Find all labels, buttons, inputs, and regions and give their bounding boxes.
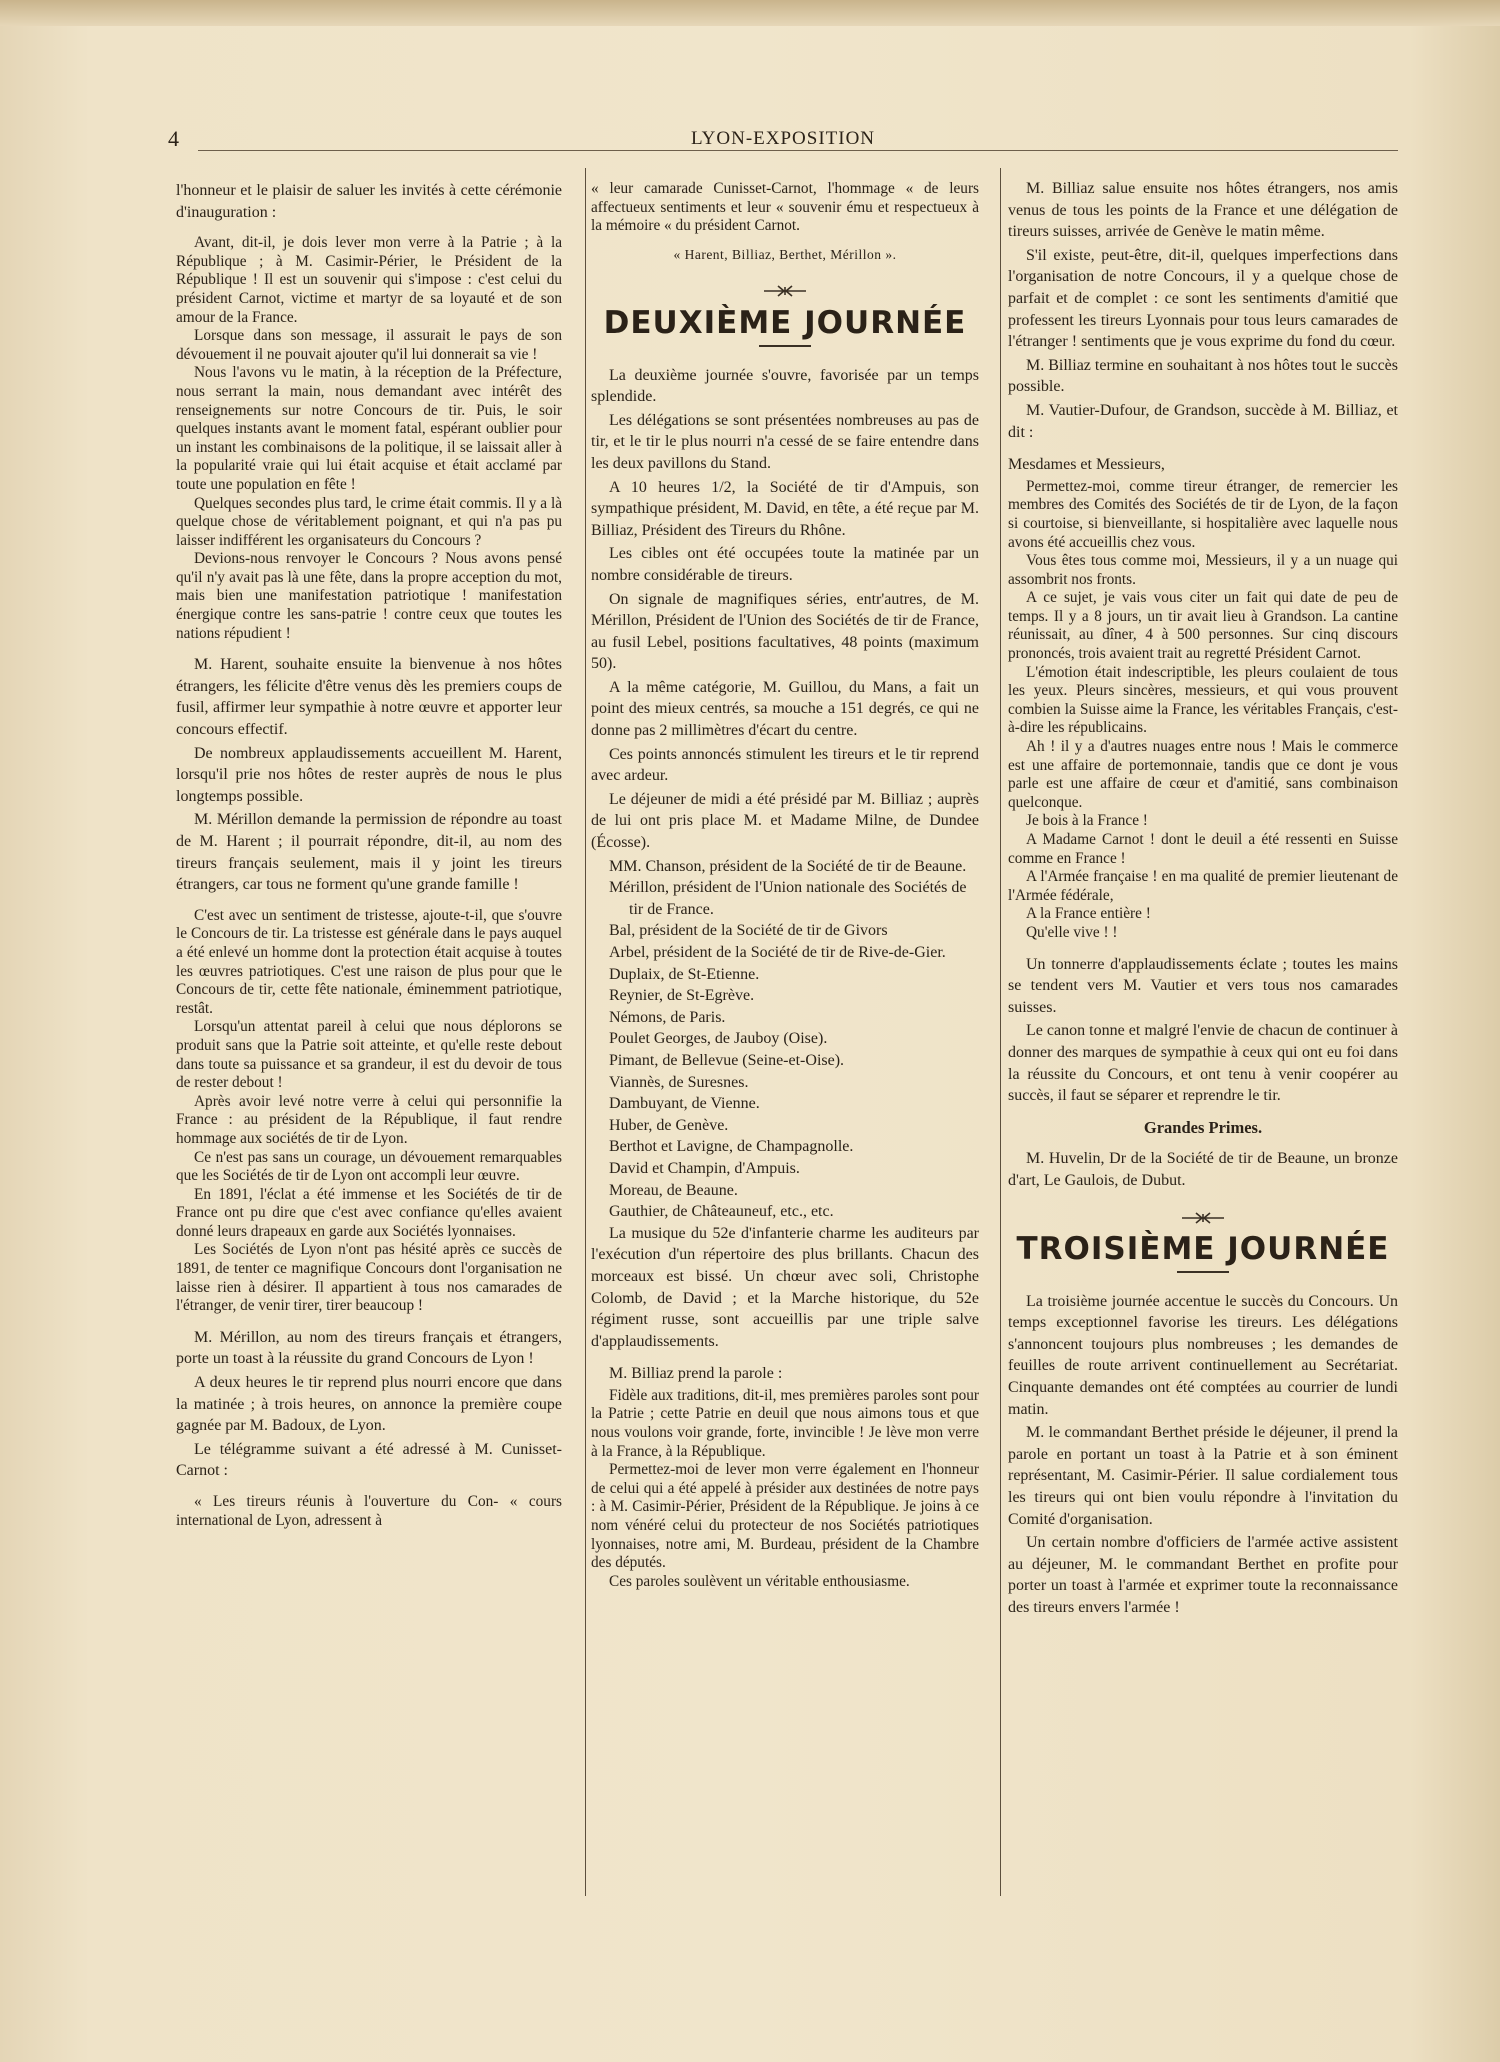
running-header: [168, 126, 1398, 152]
paragraph: Un tonnerre d'applaudissements éclate ; toutes les mains se tendent vers M. Vautier et vers tous nos camarades suisses.: [1008, 955, 1398, 1016]
list-item: Duplaix, de St-Etienne.: [609, 965, 760, 983]
speech-paragraph: Permettez-moi, comme tireur étranger, de remercier les membres des Comités des Sociétés de tir de Lyon, de la façon si courtoise, si bienveillante, si hospitalière avec laquelle nous avons été accueillis chez vous.: [1008, 477, 1398, 551]
fleuron-icon: [1180, 1211, 1226, 1225]
guest-list: [609, 856, 979, 1223]
list-item: Pimant, de Bellevue (Seine-et-Oise).: [609, 1051, 845, 1069]
paragraph: A la même catégorie, M. Guillou, du Mans, a fait un point des mieux centrés, sa mouche a 151 degrés, ce qui ne donne pas 2 millimètres d'écart du centre.: [591, 678, 979, 740]
column-divider-1: [585, 168, 586, 1896]
telegram-text: « leur camarade Cunisset-Carnot, l'hommage « de leurs affectueux sentiments et leur « souvenir ému et respectueux à la mémoire « du président Carnot.: [591, 180, 979, 235]
paragraph: Devions-nous renvoyer le Concours ? Nous avons pensé qu'il n'y avait pas là une fête, dans la propre acception du mot, mais bien une manifestation patriotique ! manifestation énergique contre les sans-patrie ! contre ceux que toutes les nations répudient !: [176, 550, 562, 642]
list-item: Berthot et Lavigne, de Champagnolle.: [609, 1138, 854, 1156]
paragraph: M. Billiaz salue ensuite nos hôtes étrangers, nos amis venus de tous les points de la France et une délégation de tireurs suisses, arrivée de Genève le matin même.: [1008, 180, 1398, 241]
list-item: David et Champin, d'Ampuis.: [609, 1159, 800, 1177]
paragraph: Avant, dit-il, je dois lever mon verre à la Patrie ; à la République ; à M. Casimir-Périer, le Président de la République ! Il est un souvenir qui s'impose : c'est celui du président Carnot, victime et martyr de sa loyauté et de son amour de la France.: [176, 234, 562, 326]
paragraph: M. Mérillon, au nom des tireurs français et étrangers, porte un toast à la réussite du grand Concours de Lyon !: [176, 1328, 562, 1368]
list-item: MM. Chanson, président de la Société de tir de Beaune.: [609, 857, 967, 875]
column-3: [1008, 178, 1398, 1621]
paragraph: Les délégations se sont présentées nombreuses au pas de tir, et le tir le plus nourri n'a cessé de se faire entendre dans les deux pavillons du Stand.: [591, 411, 979, 472]
list-item: Arbel, président de la Société de tir de Rive-de-Gier.: [609, 944, 946, 961]
speech-paragraph: Ces paroles soulèvent un véritable enthousiasme.: [609, 1572, 910, 1590]
speech-paragraph: A Madame Carnot ! dont le deuil a été ressenti en Suisse comme en France !: [1008, 831, 1398, 867]
speech-paragraph: A l'Armée française ! en ma qualité de premier lieutenant de l'Armée fédérale,: [1008, 868, 1398, 904]
paragraph: A deux heures le tir reprend plus nourri encore que dans la matinée ; à trois heures, on annonce la première coupe gagnée par M. Badoux, de Lyon.: [176, 1374, 562, 1435]
column-1: [176, 180, 562, 1530]
speech-paragraph: Permettez-moi de lever mon verre également en l'honneur de celui qui a été appelé à présider aux destinées de notre pays : à M. Casimir-Périer, Président de la République. Je joins à ce nom vénéré celui du protecteur de nos Sociétés patriotiques lyonnaises, notre ami, M. Burdeau, président de la Chambre des députés.: [591, 1461, 979, 1572]
speech-paragraph: Fidèle aux traditions, dit-il, mes premières paroles sont pour la Patrie ; cette Patrie en deuil que nous aimons tous et que nous voulons voir grande, forte, invincible ! Je lève mon verre à la France, à la République.: [591, 1386, 979, 1460]
ornament-divider: [591, 283, 979, 305]
speech-paragraph: L'émotion était indescriptible, les pleurs coulaient de tous les yeux. Pleurs sincères, messieurs, et qui vous prouvent combien la Suisse aime la France, les véritables Français, c'est-à-dire les républicains.: [1008, 663, 1398, 737]
list-item: Dambuyant, de Vienne.: [609, 1095, 760, 1113]
paragraph: On signale de magnifiques séries, entr'autres, de M. Mérillon, Président de l'Union des Sociétés de tir de France, au fusil Lebel, positions facultatives, 48 points (maximum 50).: [591, 590, 979, 673]
paragraph: De nombreux applaudissements accueillent M. Harent, lorsqu'il prie nos hôtes de rester auprès de nous le plus longtemps possible.: [176, 744, 562, 805]
paragraph: Lorsqu'un attentat pareil à celui que nous déplorons se produit sans que la Patrie soit atteinte, et qu'elle reste debout dans toute sa puissance et sa grandeur, il est du devoir de tous de rester debout !: [176, 1018, 562, 1092]
salutation: Mesdames et Messieurs,: [1008, 456, 1165, 474]
speech-paragraph: Je bois à la France !: [1026, 812, 1148, 830]
paragraph: M. Billiaz termine en souhaitant à nos hôtes tout le succès possible.: [1008, 356, 1398, 396]
paragraph: M. Huvelin, Dr de la Société de tir de Beaune, un bronze d'art, Le Gaulois, de Dubut.: [1008, 1150, 1398, 1189]
paragraph: A 10 heures 1/2, la Société de tir d'Ampuis, son sympathique président, M. David, en tête, a été reçue par M. Billiaz, Président des Tireurs du Rhône.: [591, 478, 979, 539]
paragraph: M. Vautier-Dufour, de Grandson, succède à M. Billiaz, et dit :: [1008, 401, 1398, 441]
paragraph: Ces points annoncés stimulent les tireurs et le tir reprend avec ardeur.: [591, 745, 979, 785]
paragraph: Le télégramme suivant a été adressé à M. Cunisset-Carnot :: [176, 1440, 562, 1480]
speech-paragraph: Vous êtes tous comme moi, Messieurs, il y a un nuage qui assombrit nos fronts.: [1008, 552, 1398, 588]
list-item: Gauthier, de Châteauneuf, etc., etc.: [609, 1203, 834, 1221]
paragraph: Après avoir levé notre verre à celui qui personnifie la France : au président de la République, il faut rendre hommage aux sociétés de tir de Lyon.: [176, 1092, 562, 1147]
ornament-divider: [1008, 1210, 1398, 1232]
paragraph: La musique du 52e d'infanterie charme les auditeurs par l'exécution d'un répertoire des plus brillants. Chacun des morceaux est bissé. Un chœur avec soli, Christophe Colomb, de David ; et la Marche historique, du 52e régiment russe, sont accueillis par une triple salve d'applaudissements.: [591, 1224, 979, 1350]
paragraph: S'il existe, peut-être, dit-il, quelques imperfections dans l'organisation de notre Concours, il y a quelque chose de parfait et de complet : ce sont les sentiments d'amitié que professent les tireurs Lyonnais pour tous leurs camarades de l'étranger ! sentiments que je vous exprime du fond du cœur.: [1008, 246, 1398, 351]
paragraph: M. Billiaz prend la parole :: [609, 1365, 783, 1383]
list-item: Moreau, de Beaune.: [609, 1181, 738, 1199]
section-heading-troisieme: TROISIÈME JOURNÉE: [1016, 1231, 1390, 1268]
paragraph: M. Mérillon demande la permission de répondre au toast de M. Harent ; il pourrait répondre, dit-il, au nom des tireurs français seulement, mais il y joint les tireurs étrangers, car tous ne forment qu'une grande famille !: [176, 811, 562, 894]
paragraph: Les Sociétés de Lyon n'ont pas hésité après ce succès de 1891, de tenter ce magnifique Concours dont l'organisation ne laisse rien à désirer. Il appartient à tous nos camarades de l'étranger, de venir tirer, tirer beaucoup !: [176, 1241, 562, 1315]
list-item: Bal, président de la Société de tir de Givors: [609, 922, 888, 940]
page-edge-shadow: [0, 0, 1500, 26]
paragraph: « Les tireurs réunis à l'ouverture du Con- « cours international de Lyon, adressent à: [176, 1493, 562, 1529]
paragraph: M. le commandant Berthet préside le déjeuner, il prend la parole en portant un toast à la Patrie et à son éminent représentant, M. Casimir-Périer. Il salue cordialement tous les tireurs qui ont bien voulu répondre à l'invitation du Comité d'organisation.: [1008, 1424, 1398, 1528]
page-number: 4: [168, 126, 179, 151]
paragraph: La troisième journée accentue le succès du Concours. Un temps exceptionnel favorise les tireurs. Les délégations s'annoncent toujours plus nombreuses ; les demandes de feuilles de route arrivent continuellement au Secrétariat. Cinquante demandes ont été comptées au courrier de lundi matin.: [1008, 1292, 1398, 1418]
paragraph: Le canon tonne et malgré l'envie de chacun de continuer à donner des marques de sympathie à ceux qui ont eu foi dans la réussite du Concours, et ont tenu à venir coopérer au succès, il faut se séparer et reprendre le tir.: [1008, 1022, 1398, 1105]
list-item: Mérillon, président de l'Union nationale des Sociétés de tir de France.: [609, 879, 967, 918]
fleuron-icon: [762, 284, 808, 298]
paragraph: Un certain nombre d'officiers de l'armée active assistent au déjeuner, M. le commandant Berthet en profite pour porter un toast à l'armée et exprimer toute la reconnaissance des tireurs envers l'armée !: [1008, 1534, 1398, 1616]
section-heading-deuxieme: DEUXIÈME JOURNÉE: [603, 304, 967, 341]
telegram-signature: « Harent, Billiaz, Berthet, Mérillon ».: [673, 246, 897, 262]
paragraph: C'est avec un sentiment de tristesse, ajoute-t-il, que s'ouvre le Concours de tir. La tristesse est générale dans le pays auquel a été enlevé un homme dont la protection était acquise à toutes les œuvres patriotiques. C'est une raison de plus pour que le Concours de tir, cette fête nationale, éminemment patriotique, restât.: [176, 906, 562, 1017]
speech-paragraph: A la France entière !: [1026, 905, 1151, 923]
paragraph: En 1891, l'éclat a été immense et les Sociétés de tir de France ont pu dire que c'est avec confiance qu'elles avaient donné leurs drapeaux en garde aux Sociétés lyonnaises.: [176, 1185, 562, 1240]
list-item: Viannès, de Suresnes.: [609, 1073, 749, 1091]
list-item: Némons, de Paris.: [609, 1008, 726, 1026]
paragraph: Nous l'avons vu le matin, à la réception de la Préfecture, nous serrant la main, nous demandant avec intérêt des renseignements sur notre Concours de tir. Puis, le soir quelques instants avant le moment fatal, espérant oublier pour un instant les combinaisons de la politique, il se laissait aller à la popularité vraie qui lui était acquise et était acclamé par toute une population en fête !: [176, 364, 562, 493]
subheading-grandes-primes: Grandes Primes.: [1143, 1117, 1263, 1137]
paragraph: l'honneur et le plaisir de saluer les invités à cette cérémonie d'inauguration :: [176, 182, 562, 221]
paragraph: La deuxième journée s'ouvre, favorisée par un temps splendide.: [591, 366, 979, 406]
paragraph: Ce n'est pas sans un courage, un dévouement remarquables que les Sociétés de tir de Lyon ont accompli leur œuvre.: [176, 1148, 562, 1185]
list-item: Reynier, de St-Egrève.: [609, 987, 755, 1005]
paragraph: M. Harent, souhaite ensuite la bienvenue à nos hôtes étrangers, les félicite d'être venus dès les premiers coups de fusil, affirmer leur sympathie à notre œuvre et apporter leur concours effectif.: [176, 656, 562, 739]
column-2: [591, 180, 979, 1591]
paragraph: Quelques secondes plus tard, le crime était commis. Il y a là quelque chose de véritablement poignant, et qui n'a pas pu laisser indifférent les organisateurs du Concours ?: [176, 494, 562, 549]
section-rule: [1177, 1271, 1229, 1273]
speech-paragraph: Ah ! il y a d'autres nuages entre nous ! Mais le commerce est une affaire de portemonnaie, tandis que ce dont je vous parle est une affaire de cœur et d'amitié, sans combinaison quelconque.: [1008, 738, 1398, 811]
paragraph: Lorsque dans son message, il assurait le pays de son dévouement il ne pouvait ajouter qu'il lui donnerait sa vie !: [176, 327, 562, 363]
header-rule: [198, 150, 1398, 151]
list-item: Huber, de Genève.: [609, 1116, 729, 1134]
paragraph: Les cibles ont été occupées toute la matinée par un nombre considérable de tireurs.: [591, 545, 979, 584]
running-title: LYON-EXPOSITION: [690, 128, 876, 149]
speech-paragraph: Qu'elle vive ! !: [1026, 923, 1118, 941]
column-divider-2: [1000, 168, 1001, 1896]
speech-paragraph: A ce sujet, je vais vous citer un fait qui date de peu de temps. Il y a 8 jours, un tir avait lieu à Grandson. La cantine réunissait, au dîner, 4 à 500 personnes. Sur cinq discours prononcés, trois avaient trait au regretté Président Carnot.: [1008, 589, 1398, 663]
list-item: Poulet Georges, de Jauboy (Oise).: [609, 1030, 828, 1048]
paragraph: Le déjeuner de midi a été présidé par M. Billiaz ; auprès de lui ont pris place M. et Madame Milne, de Dundee (Écosse).: [591, 790, 979, 852]
section-rule: [759, 345, 811, 347]
